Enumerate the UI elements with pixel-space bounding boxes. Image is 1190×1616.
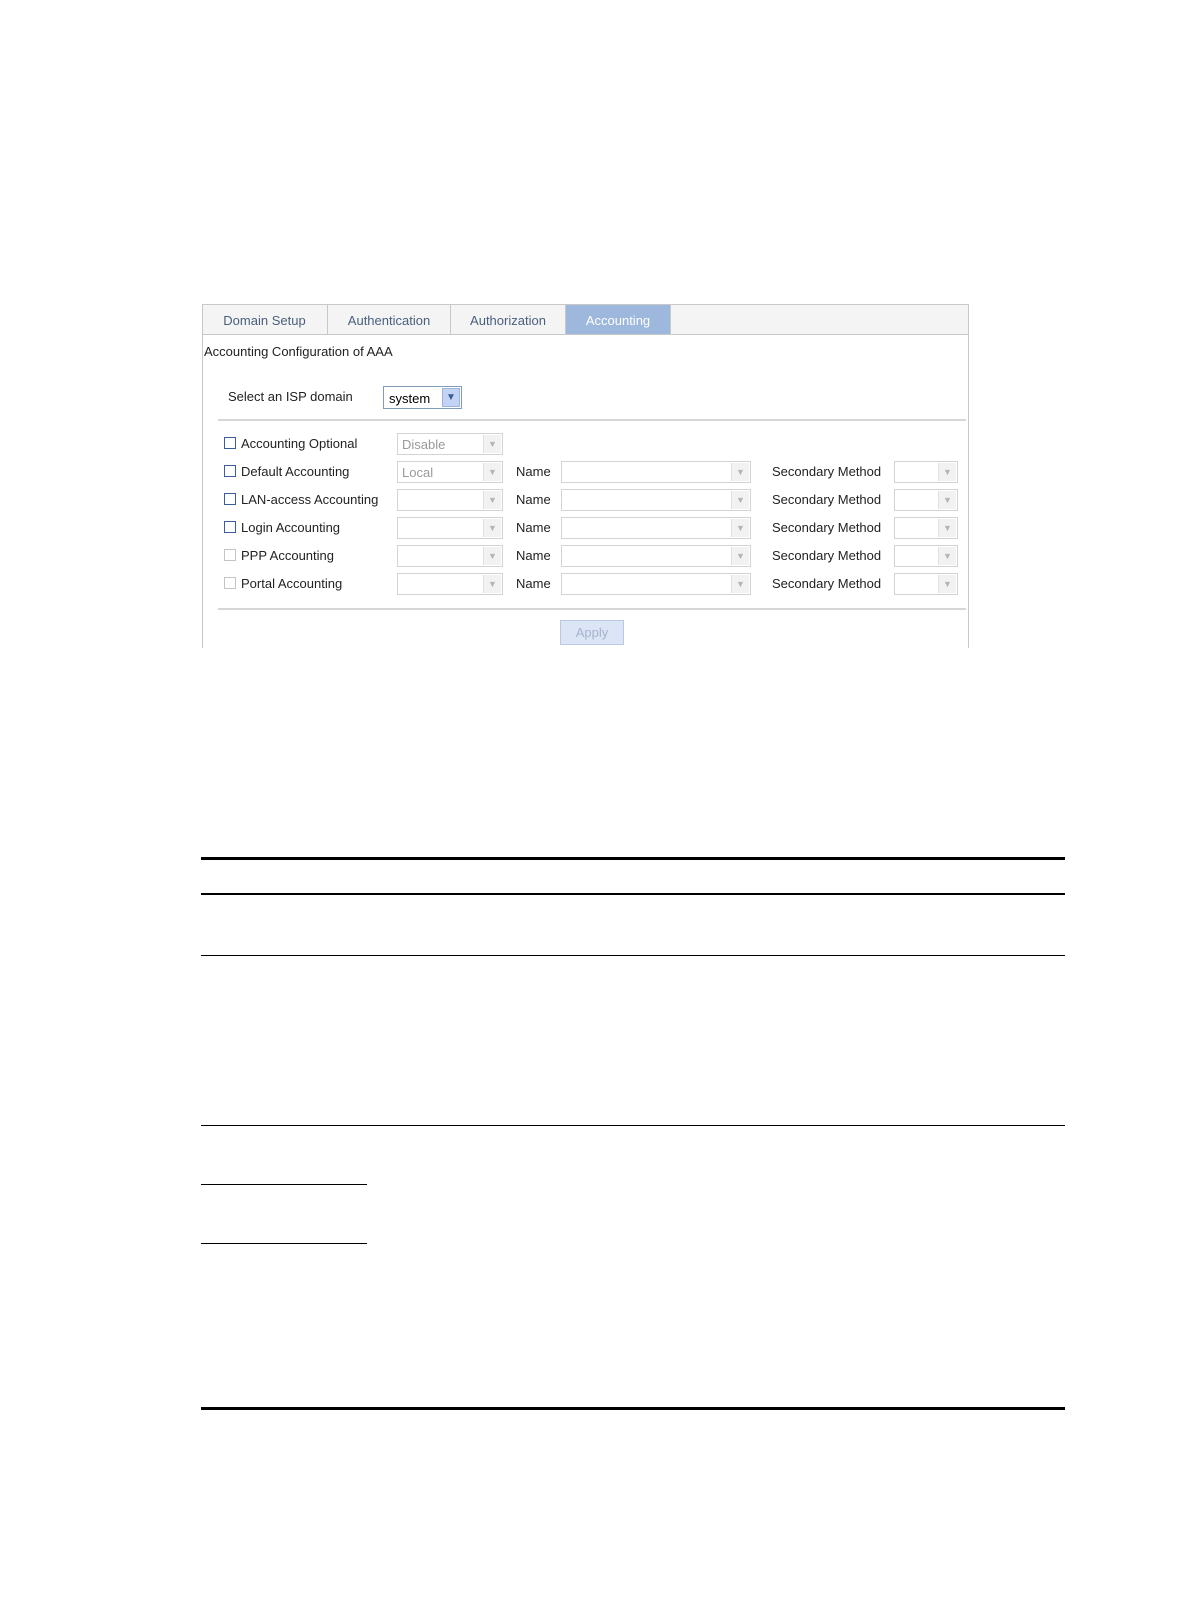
chevron-down-icon: ▼ [483,547,501,565]
lan-access-method-select[interactable] [397,489,503,511]
accounting-optional-select[interactable] [397,433,503,455]
name-label: Name [516,492,551,507]
chevron-down-icon: ▼ [731,547,749,565]
table-row-rule [201,955,1065,956]
chevron-down-icon: ▼ [938,547,956,565]
chevron-down-icon: ▼ [938,575,956,593]
chevron-down-icon: ▼ [483,435,501,453]
login-name-select[interactable] [561,517,751,539]
lan-access-accounting-checkbox[interactable] [224,493,236,505]
portal-secondary-select[interactable] [894,573,958,595]
panel-border-right [968,333,969,648]
chevron-down-icon: ▼ [731,575,749,593]
ppp-accounting-checkbox[interactable] [224,549,236,561]
name-label: Name [516,576,551,591]
accounting-optional-checkbox[interactable] [224,437,236,449]
row-login-accounting [224,517,964,541]
tab-authorization[interactable]: Authorization [451,305,566,334]
row-ppp-accounting [224,545,964,569]
name-label: Name [516,464,551,479]
row-label: Default Accounting [241,464,350,479]
tab-domain-setup[interactable]: Domain Setup [202,305,328,334]
login-secondary-select[interactable] [894,517,958,539]
chevron-down-icon: ▼ [483,491,501,509]
chevron-down-icon: ▼ [483,463,501,481]
ppp-method-select[interactable] [397,545,503,567]
secondary-method-label: Secondary Method [772,492,882,507]
secondary-method-label: Secondary Method [772,548,882,563]
isp-domain-label: Select an ISP domain [228,389,353,404]
chevron-down-icon: ▼ [938,463,956,481]
chevron-down-icon: ▼ [938,519,956,537]
secondary-method-label: Secondary Method [772,576,882,591]
tab-authentication[interactable]: Authentication [328,305,451,334]
page-title: Accounting Configuration of AAA [204,344,393,359]
chevron-down-icon: ▼ [731,519,749,537]
row-accounting-optional [224,433,964,457]
chevron-down-icon: ▼ [483,575,501,593]
ppp-name-select[interactable] [561,545,751,567]
table-bottom-rule [201,1407,1065,1410]
divider-bottom [218,608,966,610]
name-label: Name [516,520,551,535]
chevron-down-icon: ▼ [731,491,749,509]
row-label: PPP Accounting [241,548,334,563]
row-default-accounting [224,461,964,485]
chevron-down-icon[interactable]: ▼ [442,388,460,407]
default-name-select[interactable] [561,461,751,483]
portal-method-select[interactable] [397,573,503,595]
tab-accounting[interactable]: Accounting [566,305,671,334]
row-lan-access-accounting [224,489,964,513]
table-row-rule [201,1125,1065,1126]
portal-accounting-checkbox[interactable] [224,577,236,589]
row-label: Login Accounting [241,520,341,535]
isp-domain-select[interactable] [383,386,462,409]
secondary-method-label: Secondary Method [772,464,882,479]
login-accounting-checkbox[interactable] [224,521,236,533]
table-top-rule [201,857,1065,860]
table-subrow-rule [201,1243,367,1244]
apply-button[interactable]: Apply [560,620,624,645]
ppp-secondary-select[interactable] [894,545,958,567]
chevron-down-icon: ▼ [938,491,956,509]
default-accounting-checkbox[interactable] [224,465,236,477]
secondary-method-label: Secondary Method [772,520,882,535]
table-subrow-rule [201,1184,367,1185]
row-label: LAN-access Accounting [241,492,379,507]
lan-access-name-select[interactable] [561,489,751,511]
row-label: Accounting Optional [241,436,358,451]
default-method-select[interactable] [397,461,503,483]
default-secondary-select[interactable] [894,461,958,483]
panel-border-left [202,304,203,648]
login-method-select[interactable] [397,517,503,539]
tab-bar [202,304,969,335]
row-label: Portal Accounting [241,576,343,591]
select-value: Local [402,465,434,480]
isp-domain-value: system [389,391,431,406]
select-value: Disable [402,437,446,452]
divider-top [218,419,966,421]
lan-access-secondary-select[interactable] [894,489,958,511]
row-portal-accounting [224,573,964,597]
chevron-down-icon: ▼ [731,463,749,481]
chevron-down-icon: ▼ [483,519,501,537]
name-label: Name [516,548,551,563]
table-header-rule [201,893,1065,895]
portal-name-select[interactable] [561,573,751,595]
